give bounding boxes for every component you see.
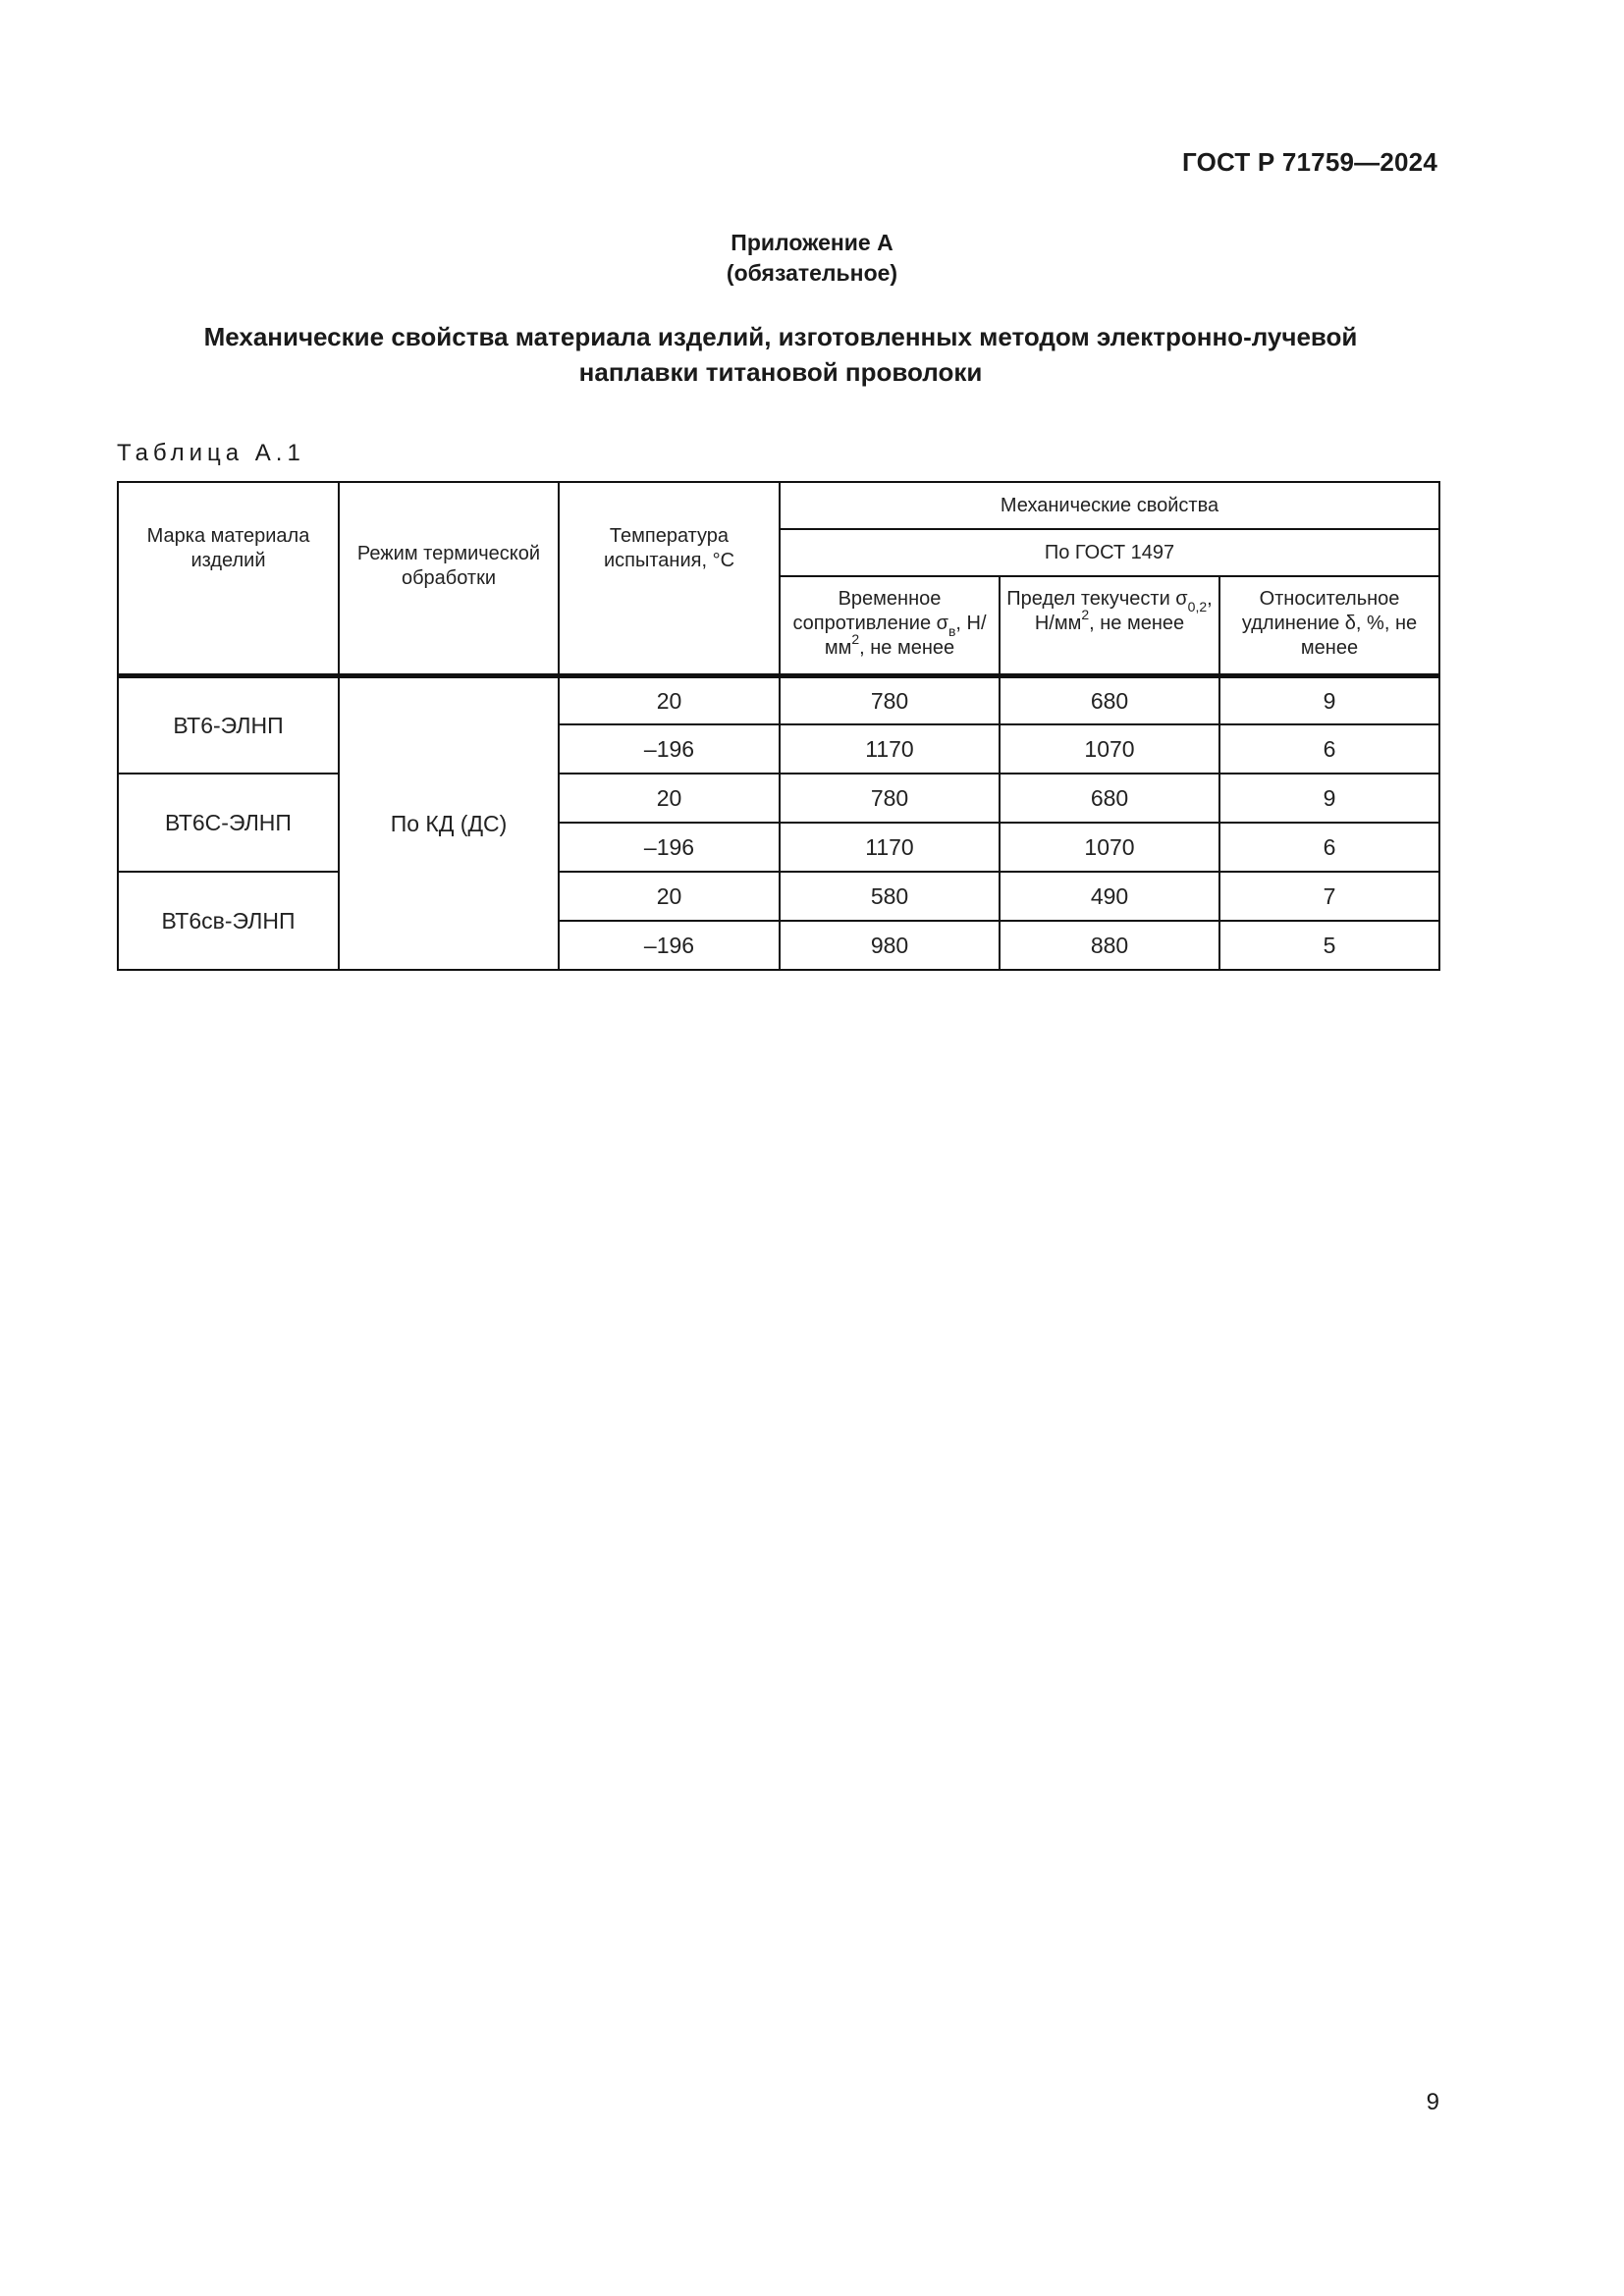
tensile-cell: 980	[780, 921, 1000, 970]
temperature-cell: –196	[559, 724, 780, 774]
header-yield-strength	[1000, 576, 1219, 675]
header-yield-strength-sup: 2	[1081, 607, 1090, 623]
material-grade-cell: ВТ6св-ЭЛНП	[118, 872, 339, 970]
tensile-cell: 780	[780, 774, 1000, 823]
table-row	[118, 872, 1439, 921]
temperature-cell: 20	[559, 872, 780, 921]
temperature-cell: 20	[559, 774, 780, 823]
table-row	[118, 675, 1439, 724]
table-row	[118, 774, 1439, 823]
tensile-cell: 780	[780, 675, 1000, 724]
header-test-temperature: Температура испытания, °С	[559, 482, 780, 675]
temperature-cell: 20	[559, 675, 780, 724]
temperature-cell: –196	[559, 823, 780, 872]
page-number: 9	[1426, 2089, 1439, 2115]
yield-cell: 1070	[1000, 823, 1219, 872]
annex-status: (обязательное)	[726, 260, 898, 286]
tensile-cell: 1170	[780, 823, 1000, 872]
material-grade-cell: ВТ6С-ЭЛНП	[118, 774, 339, 872]
document-title-line-2: наплавки титановой проволоки	[578, 357, 983, 387]
header-tensile-strength-sub: в	[947, 623, 956, 639]
header-tensile-strength-pre: Временное сопротивление σ	[792, 588, 948, 634]
document-title-line-1: Механические свойства материала изделий, изготовленных методом электронно-лучевой	[203, 322, 1358, 351]
yield-cell: 1070	[1000, 724, 1219, 774]
header-material-grade: Марка материала изделий	[118, 482, 339, 675]
yield-cell: 880	[1000, 921, 1219, 970]
elongation-cell: 6	[1219, 823, 1439, 872]
header-yield-strength-pre: Предел текучести σ	[1006, 588, 1188, 610]
header-mechanical-properties: Механические свойства	[780, 482, 1439, 529]
elongation-cell: 9	[1219, 675, 1439, 724]
header-tensile-strength-post: , не менее	[859, 637, 955, 659]
annex-heading	[0, 228, 1624, 289]
heat-treatment-cell: По КД (ДС)	[339, 675, 559, 970]
header-standard: По ГОСТ 1497	[780, 529, 1439, 576]
table-caption: Таблица А.1	[117, 440, 305, 466]
header-yield-strength-sub: 0,2	[1187, 599, 1208, 614]
header-tensile-strength-mid: , Н/мм	[824, 613, 987, 659]
standard-number: ГОСТ Р 71759—2024	[1182, 147, 1437, 177]
header-yield-strength-post: , не менее	[1089, 613, 1185, 634]
elongation-cell: 6	[1219, 724, 1439, 774]
elongation-cell: 9	[1219, 774, 1439, 823]
mechanical-properties-table	[117, 481, 1440, 971]
header-yield-strength-mid: , Н/мм	[1034, 588, 1213, 634]
temperature-cell: –196	[559, 921, 780, 970]
yield-cell: 680	[1000, 774, 1219, 823]
header-tensile-strength-sup: 2	[851, 631, 860, 648]
document-title	[147, 319, 1414, 390]
header-heat-treatment: Режим термической обработки	[339, 482, 559, 675]
elongation-cell: 5	[1219, 921, 1439, 970]
header-elongation: Относительное удлинение δ, %, не менее	[1219, 576, 1439, 675]
yield-cell: 490	[1000, 872, 1219, 921]
header-tensile-strength	[780, 576, 1000, 675]
tensile-cell: 580	[780, 872, 1000, 921]
annex-title: Приложение А	[731, 230, 893, 255]
tensile-cell: 1170	[780, 724, 1000, 774]
material-grade-cell: ВТ6-ЭЛНП	[118, 675, 339, 774]
header-row-1	[118, 482, 1439, 529]
yield-cell: 680	[1000, 675, 1219, 724]
elongation-cell: 7	[1219, 872, 1439, 921]
